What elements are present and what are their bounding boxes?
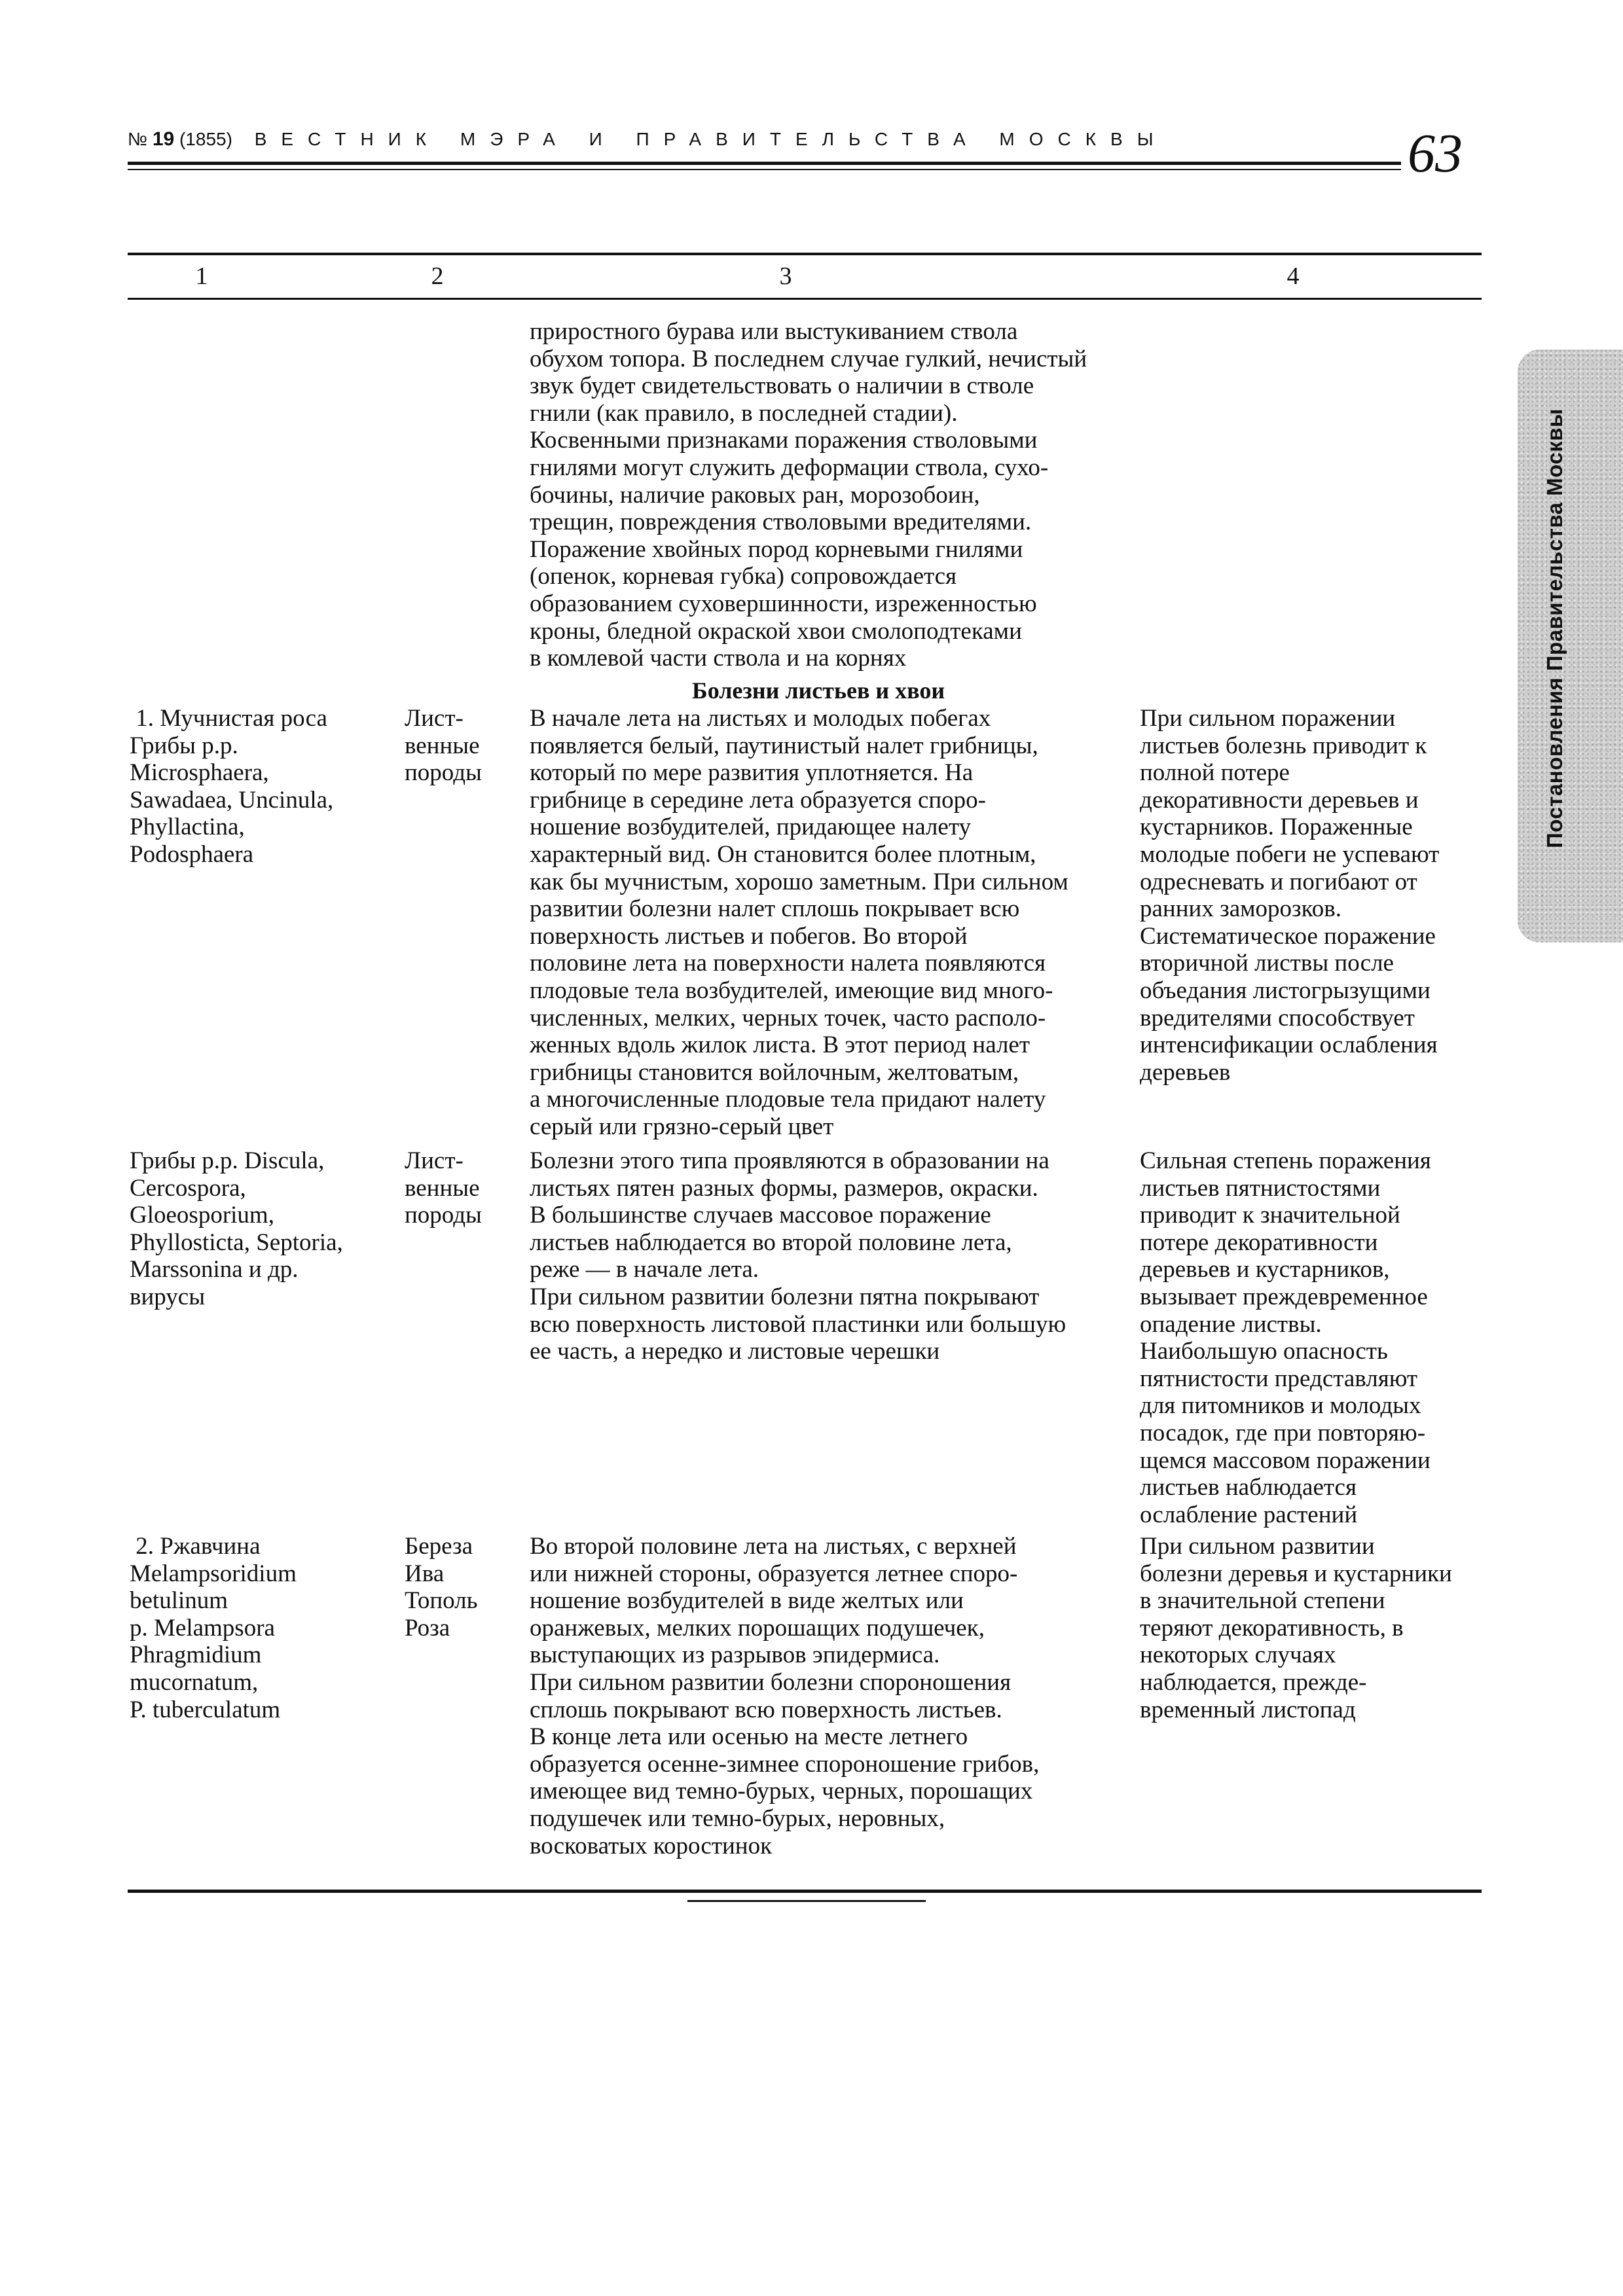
column-header-2: 2	[431, 262, 444, 290]
issue-year: (1855)	[179, 129, 232, 149]
table-cell-harm: Сильная степень поражения листьев пятнистостями приводит к значительной потере декоративности деревьев и кустарников, вызывает преждевременное опадение листвы. Наибольшую опасность пятнистости представляют для питомников и молодых посадок, где при повторяю- щемся массовом поражении листьев наблюдается ослабление растений	[1140, 1147, 1431, 1528]
table-top-rule	[128, 253, 1482, 255]
table-cell-harm: При сильном поражении листьев болезнь приводит к полной потере декоративности деревьев и кустарников. Пораженные молодые побеги не успевают одресневать и погибают от ранних заморозков. Систематическое поражение вторичной листвы после объедания листогрызущими вредителями способствует интенсификации ослабления деревьев	[1140, 705, 1440, 1086]
table-header-rule	[128, 298, 1482, 300]
table-cell-disease: 2. Ржавчина Melampsoridium betulinum р. Melampsora Phragmidium mucornatum, P. tuberculatum	[130, 1533, 297, 1723]
table-bottom-rule	[128, 1890, 1482, 1893]
column-header-1: 1	[195, 262, 208, 290]
table-cell-host: Береза Ива Тополь Роза	[405, 1533, 478, 1641]
header-rule-thin	[128, 169, 1401, 170]
table-cell-disease: 1. Мучнистая роса Грибы р.р. Microsphaera, Sawadaea, Uncinula, Phyllactina, Podosphaera	[130, 705, 334, 868]
page-number: 63	[1408, 123, 1463, 184]
publication-title: ВЕСТНИК МЭРА И ПРАВИТЕЛЬСТВА МОСКВЫ	[254, 129, 1168, 149]
table-cell-disease: Грибы р.р. Discula, Cercospora, Gloeosporium, Phyllosticta, Septoria, Marssonina и др. вирусы	[130, 1147, 343, 1310]
table-cell-harm: При сильном развитии болезни деревья и кустарники в значительной степени теряют декоративность, в некоторых случаях наблюдается, прежде- временный листопад	[1140, 1533, 1452, 1723]
column-header-3: 3	[779, 262, 792, 290]
header-rule-thick	[128, 162, 1401, 165]
table-cell-description: В начале лета на листьях и молодых побегах появляется белый, паутинистый налет грибницы, который по мере развития уплотняется. На грибнице в середине лета образуется споро- ношение возбудителей, придающее налету характерный вид. Он становится более плотным, как бы мучнистым, хорошо заметным. При сильном развитии болезни налет сплошь покрывает всю поверхность листьев и побегов. Во второй половине лета на поверхности налета появляются плодовые тела возбудителей, имеющие вид много- численных, мелких, черных точек, часто располо- женных вдоль жилок листа. В этот период налет грибницы становится войлочным, желтоватым, а многочисленные плодовые тела придают налету серый или грязно-серый цвет	[530, 705, 1068, 1140]
end-rule	[687, 1900, 926, 1902]
side-section-label: Постановления Правительства Москвы	[1542, 408, 1567, 848]
table-cell-description: Болезни этого типа проявляются в образовании на листьях пятен разных формы, размеров, окраски. В большинстве случаев массовое поражение листьев наблюдается во второй половине лета, реже — в начале лета. При сильном развитии болезни пятна покрывают всю поверхность листовой пластинки или большую ее часть, а нередко и листовые черешки	[530, 1147, 1067, 1365]
table-cell-continued-description: приростного бурава или выстукиванием ствола обухом топора. В последнем случае гулкий, нечистый звук будет свидетельствовать о наличии в стволе гнили (как правило, в последней стадии). Косвенными признаками поражения стволовыми гнилями могут служить деформации ствола, сухо- бочины, наличие раковых ран, морозобоин, трещин, повреждения стволовыми вредителями. Поражение хвойных пород корневыми гнилями (опенок, корневая губка) сопровождается образованием суховершинности, изреженностью кроны, бледной окраской хвои смолоподтеками в комлевой части ствола и на корнях	[530, 318, 1087, 672]
column-header-4: 4	[1286, 262, 1300, 290]
side-section-tab	[1518, 350, 1623, 942]
table-cell-host: Лист- венные породы	[405, 1147, 482, 1229]
table-cell-host: Лист- венные породы	[405, 705, 482, 787]
issue-number: 19	[152, 128, 175, 150]
table-cell-description: Во второй половине лета на листьях, с верхней или нижней стороны, образуется летнее споро- ношение возбудителей в виде желтых или оранжевых, мелких порошащих подушечек, выступающих из разрывов эпидермиса. При сильном развитии болезни спороношения сплошь покрывают всю поверхность листьев. В конце лета или осенью на месте летнего образуется осенне-зимнее спороношение грибов, имеющее вид темно-бурых, черных, порошащих подушечек или темно-бурых, неровных, восковатых коростинок	[530, 1533, 1040, 1859]
issue-prefix: №	[128, 129, 148, 149]
header-line	[128, 128, 1168, 151]
section-heading: Болезни листьев и хвои	[691, 677, 945, 704]
